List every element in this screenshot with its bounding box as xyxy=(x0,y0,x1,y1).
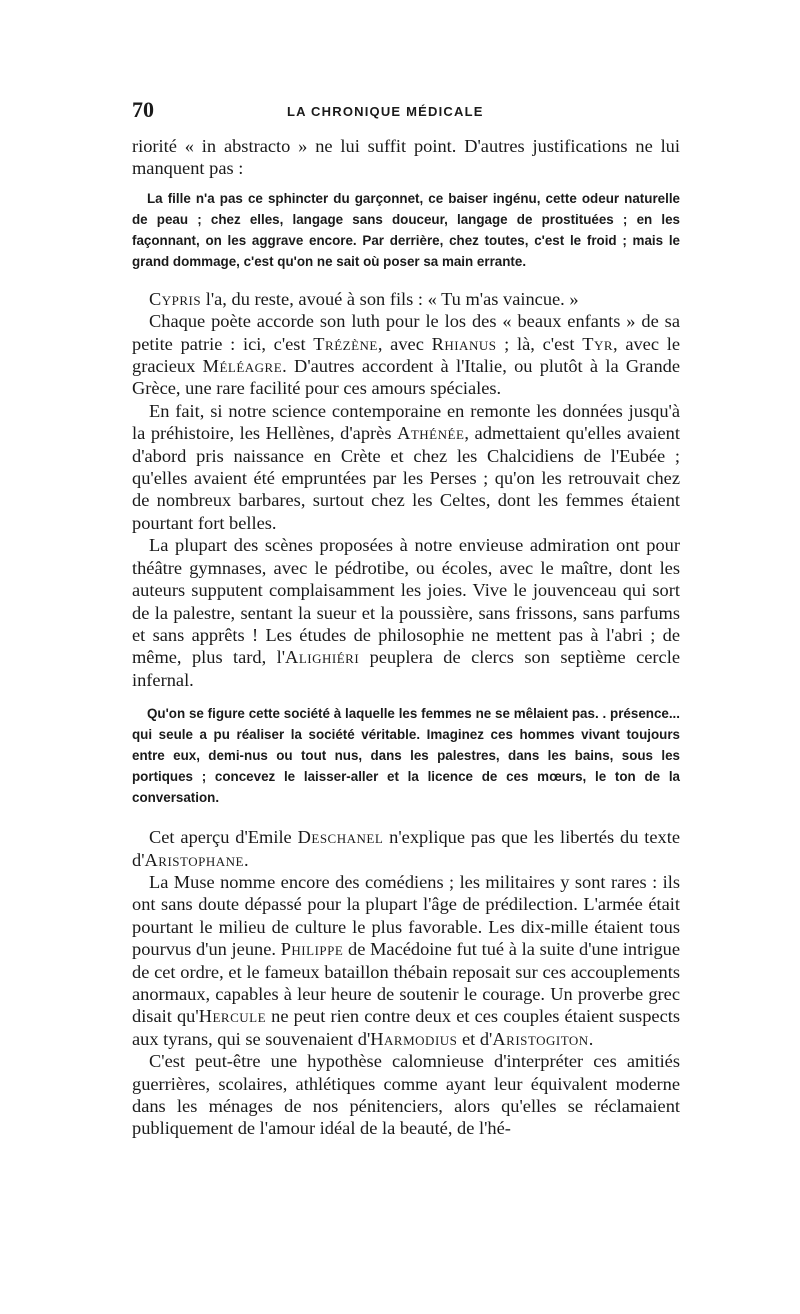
proper-name-philippe: Philippe xyxy=(280,939,344,960)
proper-name-deschanel: Deschanel xyxy=(297,827,384,848)
paragraph-chaque-poete xyxy=(132,310,680,400)
page-header xyxy=(132,96,680,130)
proper-name-cypris: Cypris xyxy=(149,288,202,309)
proper-name-rhianus: Rhianus xyxy=(431,333,497,354)
paragraph-cypris xyxy=(132,288,680,310)
paragraph-text: peuplera de clercs son septième cercle infernal. xyxy=(132,647,680,690)
proper-name-athenee: Athénée xyxy=(397,423,465,444)
paragraph-text: et d' xyxy=(457,1028,493,1049)
paragraph-text: de Macédoine fut tué à la suite d'une intrigue de cet ordre, et le fameux bataillon thébain reposait sur ces accouplements anormaux, capables à leur heure de soutenir le courage. Un proverbe grec disait qu' xyxy=(132,939,681,1027)
paragraph-text: l'a, du reste, avoué à son fils : « Tu m'as vaincue. » xyxy=(201,288,579,309)
proper-name-meleagre: Méléagre xyxy=(202,356,283,377)
proper-name-alighieri: Alighiéri xyxy=(285,647,360,668)
running-head: LA CHRONIQUE MÉDICALE xyxy=(287,104,484,119)
paragraph-text: , avec xyxy=(377,333,432,354)
paragraph-text: , avec le gracieux xyxy=(132,333,680,377)
paragraph-text: Chaque poète accorde son luth pour le los des « beaux enfants » de sa petite patrie : ici, c'est xyxy=(132,311,680,354)
block-quote-2: Qu'on se figure cette société à laquelle les femmes ne se mêlaient pas. . présence... qui seule a pu réaliser la société véritable. Imaginez ces hommes vivant toujours entre eux, demi-nus ou tout nus, dans les palestres, dans les bains, sous les portiques ; concevez le laisser-aller et la licence de ces mœurs, le ton de la conversation. xyxy=(132,706,680,806)
paragraph-la-plupart xyxy=(132,534,680,691)
proper-name-hercule: Hercule xyxy=(198,1006,267,1027)
paragraph-text: ; là, c'est xyxy=(496,333,583,354)
proper-name-trezene: Trézène xyxy=(313,333,378,354)
proper-name-harmodius: Harmodius xyxy=(370,1028,458,1049)
paragraph-cest-peut-etre: C'est peut-être une hypothèse calomnieuse d'interpréter ces amitiés guerrières, scolaires, athlétiques comme ayant leur équivalent moderne dans les ménages de nos pénitenciers, alors qu'elles se réclamaient publiquement de l'amour idéal de la beauté, de l'hé- xyxy=(132,1051,680,1139)
block-quote-1: La fille n'a pas ce sphincter du garçonnet, ce baiser ingénu, cette odeur naturelle de peau ; chez elles, langage sans douceur, langage de prostituées ; en les façonnant, on les aggrave encore. Par derrière, chez toutes, c'est le froid ; mais le grand dommage, c'est qu'on ne sait où poser sa main errante. xyxy=(132,190,680,269)
paragraph-text: . xyxy=(588,1028,594,1049)
paragraph-text: En fait, si notre science contemporaine en remonte les données jusqu'à la préhistoire, les Hellènes, d'après xyxy=(132,400,680,444)
page-number: 70 xyxy=(132,97,154,122)
paragraph-text: , admettaient qu'elles avaient d'abord pris naissance en Crète et chez les Chalcidiens de l'Eubée ; qu'elles avaient été empruntées par les Perses ; qu'on les retrouvait chez de nombreux barbares, surtout chez les Celtes, dont les femmes étaient pourtant fort belles. xyxy=(132,423,680,533)
paragraph-text: La Muse nomme encore des comédiens ; les militaires y sont rares : ils ont sans doute dépassé pour la plupart l'âge de prédilection. L'armée était pourtant le milieu de culture le plus favorable. Les dix-mille étaient tous pourvus d'un jeune. xyxy=(132,871,680,960)
proper-name-aristophane: Aristophane xyxy=(144,849,244,870)
proper-name-tyr: Tyr xyxy=(582,333,614,354)
paragraph-text: n'explique pas que les libertés du texte d' xyxy=(132,827,681,870)
paragraph-la-muse xyxy=(132,871,680,1050)
paragraph-text: Cet aperçu d'Emile xyxy=(149,827,298,848)
proper-name-aristogiton: Aristogiton xyxy=(492,1028,589,1049)
paragraph-text: ne peut rien contre deux et ces couples étaient suspects aux tyrans, qui se souvenaient d' xyxy=(132,1006,681,1049)
paragraph-en-fait xyxy=(132,400,680,534)
body-text xyxy=(132,135,680,1140)
paragraph-text: . D'autres accordent à l'Italie, ou plutôt à la Grande Grèce, une rare facilité pour ces amours spéciales. xyxy=(132,356,681,399)
paragraph-text: . xyxy=(243,849,249,870)
paragraph-continuation: riorité « in abstracto » ne lui suffit point. D'autres justifications ne lui manquent pas : xyxy=(132,136,680,179)
paragraph-cet-apercu xyxy=(132,826,680,871)
paragraph-text: La plupart des scènes proposées à notre envieuse admiration ont pour théâtre gymnases, avec le pédrotibe, ou écoles, avec le maître, dont les auteurs supputent complaisamment les joies. Vive le jouvenceau qui sort de la palestre, sentant la sueur et la poussière, sans frissons, sans parfums et sans apprêts ! Les études de philosophie ne mettent pas à l'abri ; de même, plus tard, l' xyxy=(132,535,680,668)
